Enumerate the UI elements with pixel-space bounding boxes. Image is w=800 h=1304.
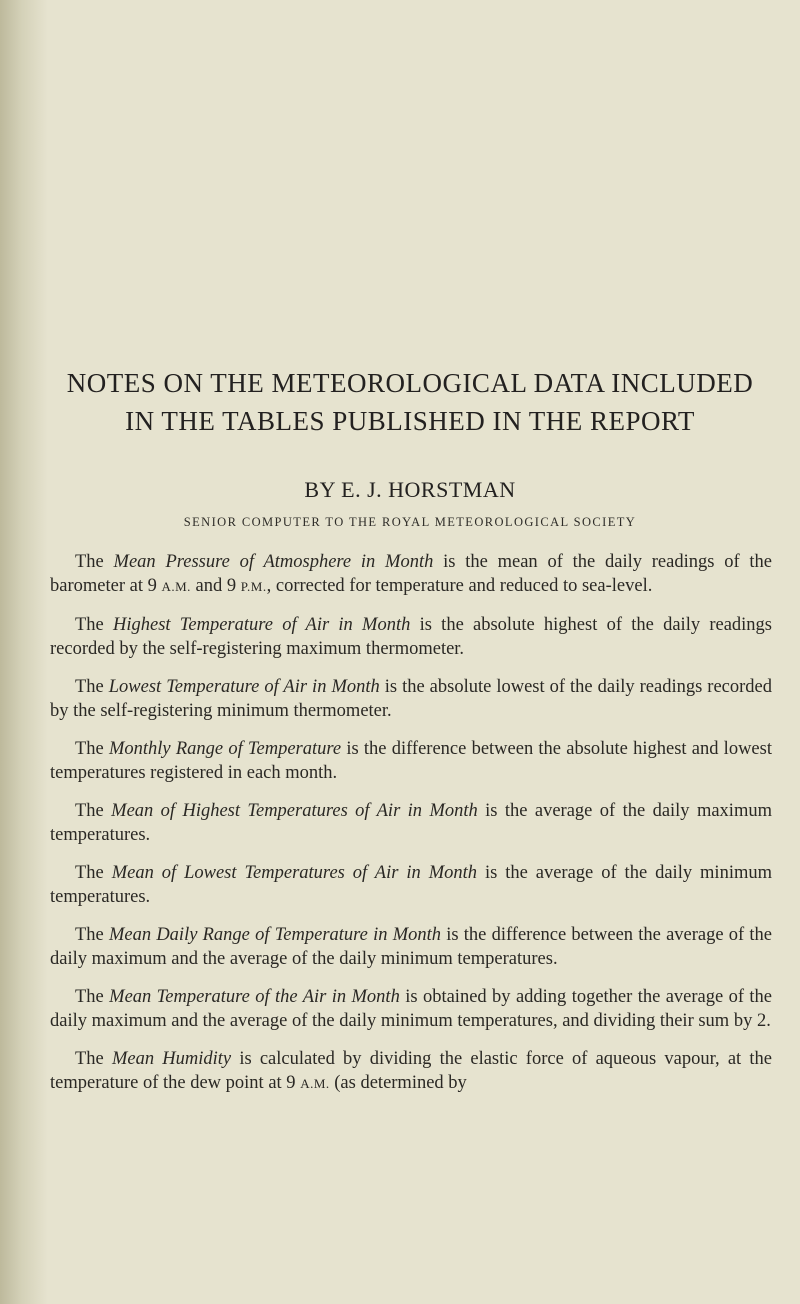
title-line-1: NOTES ON THE METEOROLOGICAL DATA INCLUDED [66, 368, 754, 398]
term-highest-temperature: Highest Temperature of Air in Month [113, 615, 411, 635]
term-mean-highest: Mean of Highest Temperatures of Air in Month [111, 801, 478, 821]
term-mean-lowest: Mean of Lowest Temperatures of Air in Month [111, 863, 477, 883]
paragraph-mean-temperature: The Mean Temperature of the Air in Month is obtained by adding together the average of the daily maximum and the average of the daily minimum temperatures, and dividing their sum by 2. [50, 987, 773, 1031]
paragraph-mean-daily-range: The Mean Daily Range of Temperature in Month is the difference between the average of the daily maximum and the average of the daily minimum temperatures. [50, 925, 772, 969]
title-line-2: IN THE TABLES PUBLISHED IN THE REPORT [125, 406, 695, 436]
term-lowest-temperature: Lowest Temperature of Air in Month [108, 677, 380, 697]
paragraph-mean-lowest: The Mean of Lowest Temperatures of Air in Month is the average of the daily minimum temperatures. [50, 863, 772, 907]
paragraph-lowest-temperature: The Lowest Temperature of Air in Month is the absolute lowest of the daily readings recorded by the self-registering minimum thermometer. [50, 677, 772, 721]
body-text [50, 550, 772, 1110]
paragraph-highest-temperature: The Highest Temperature of Air in Month is the absolute highest of the daily readings recorded by the self-registering maximum thermometer. [50, 615, 773, 659]
term-mean-daily-range: Mean Daily Range of Temperature in Month [108, 925, 441, 945]
author-affiliation: SENIOR COMPUTER TO THE ROYAL METEOROLOGICAL SOCIETY [183, 515, 637, 529]
term-mean-pressure: Mean Pressure of Atmosphere in Month [113, 552, 434, 572]
paragraph-monthly-range: The Monthly Range of Temperature is the difference between the absolute highest and lowest temperatures registered in each month. [50, 739, 772, 783]
author-byline: BY E. J. HORSTMAN [304, 477, 516, 502]
term-monthly-range: Monthly Range of Temperature [108, 739, 342, 759]
term-mean-humidity: Mean Humidity [111, 1049, 232, 1069]
paragraph-mean-pressure: The Mean Pressure of Atmosphere in Month is the mean of the daily readings of the barometer at 9 A.M. and 9 P.M., corrected for temperature and reduced to sea-level. [50, 552, 772, 596]
paragraph-mean-humidity: The Mean Humidity is calculated by dividing the elastic force of aqueous vapour, at the temperature of the dew point at 9 A.M. (as determined by [50, 1049, 772, 1093]
paragraph-mean-highest: The Mean of Highest Temperatures of Air in Month is the average of the daily maximum temperatures. [50, 801, 772, 845]
term-mean-temperature: Mean Temperature of the Air in Month [109, 987, 400, 1007]
